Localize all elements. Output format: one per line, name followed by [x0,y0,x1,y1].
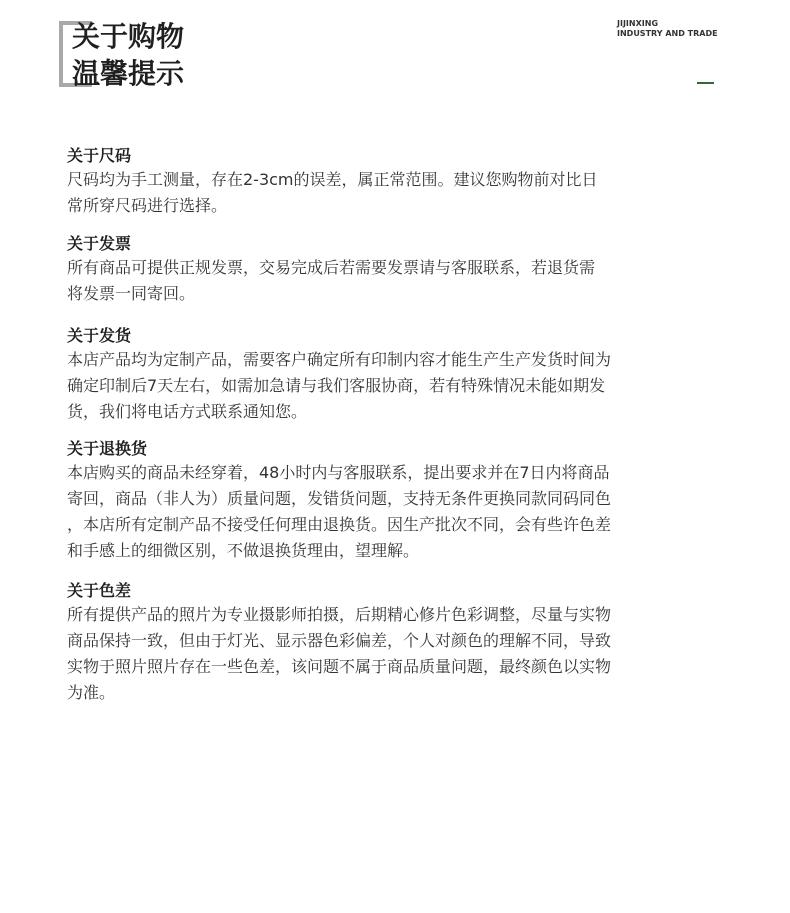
section-body: 所有提供产品的照片为专业摄影师拍摄，后期精心修片色彩调整，尽量与实物 商品保持一致，但由于灯光、显示器色彩偏差，个人对颜色的理解不同，导致 实物于照片照片存在一些色差，该问题不属于商品质量问题，最终颜色以实物 为准。 [67,605,612,702]
section-title: 关于退换货 [67,439,148,458]
section-size [67,145,707,219]
section-invoice [67,233,707,307]
section-body: 本店购买的商品未经穿着，48小时内与客服联系，提出要求并在7日内将商品 寄回，商品（非人为）质量问题，发错货问题，支持无条件更换同款同码同色 ，本店所有定制产品不接受任何理由退换货。因生产批次不同，会有些许色差 和手感上的细微区别，不做退换货理由，望理解。 [67,463,612,560]
section-body: 所有商品可提供正规发票，交易完成后若需要发票请与客服联系，若退货需 将发票一同寄回。 [67,258,596,303]
brand-subtitle: INDUSTRY AND TRADE [617,29,718,38]
accent-line [697,82,714,84]
section-shipping [67,325,707,425]
section-body: 本店产品均为定制产品，需要客户确定所有印制内容才能生产生产发货时间为 确定印制后7天左右，如需加急请与我们客服协商，若有特殊情况未能如期发 货，我们将电话方式联系通知您。 [67,350,612,421]
section-title: 关于发货 [67,326,132,345]
brand-text [617,19,718,39]
section-returns [67,438,707,564]
title-line-1: 关于购物 [72,20,185,53]
brand-name: JIJINXING [617,19,659,28]
title-line-2: 温馨提示 [72,57,185,90]
section-title: 关于色差 [67,581,132,600]
page-title [72,18,184,92]
section-title: 关于尺码 [67,146,132,165]
section-color-difference [67,580,707,706]
section-body: 尺码均为手工测量，存在2-3cm的误差，属正常范围。建议您购物前对比日 常所穿尺码进行选择。 [67,170,598,215]
section-title: 关于发票 [67,234,132,253]
